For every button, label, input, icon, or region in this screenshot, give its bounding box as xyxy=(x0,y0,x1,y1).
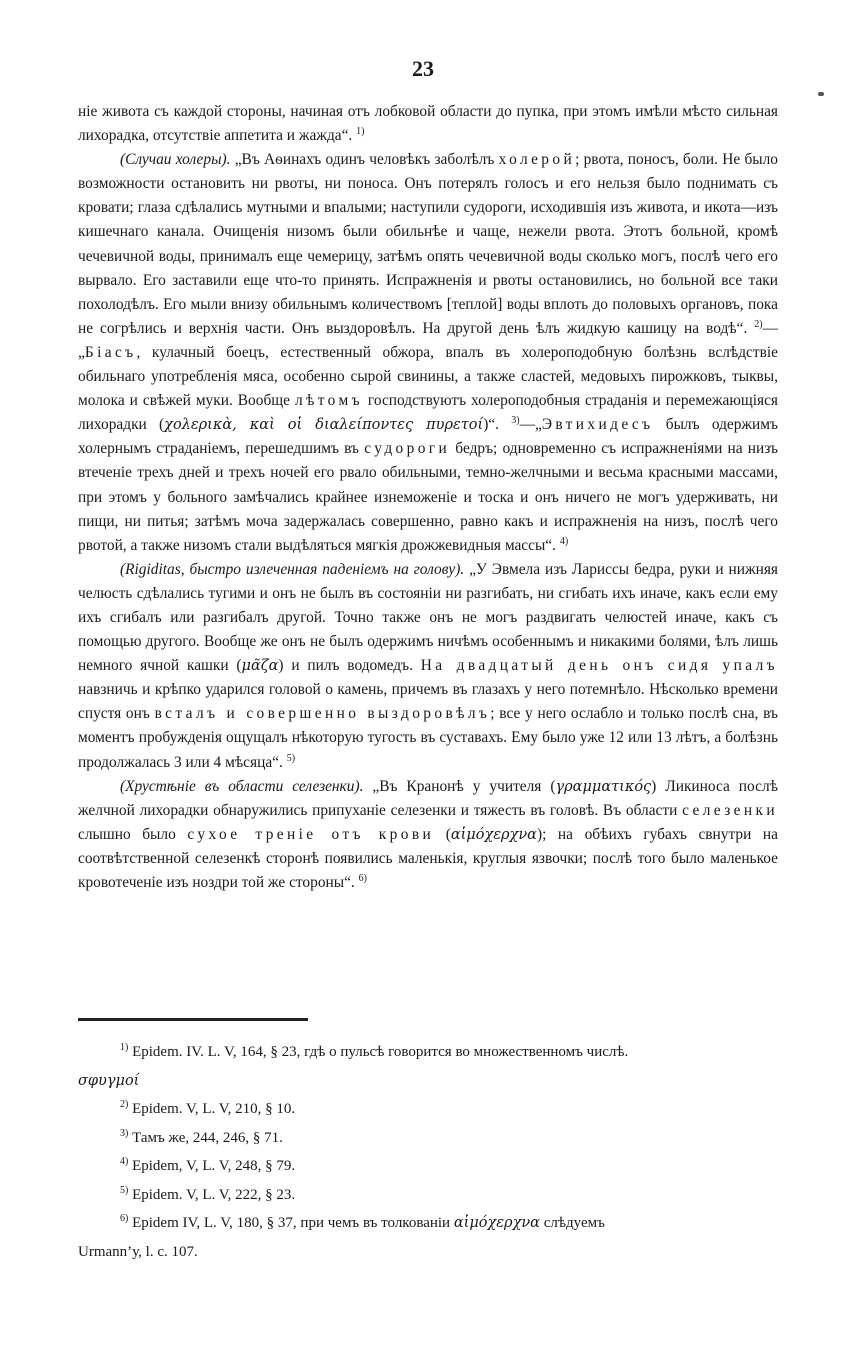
text-run: , кулачный боецъ, естественный обжора, впалъ въ холероподобную болѣзнь вслѣдствіе обильнаго употребленія мяса, особенно сырой свинины, а также сластей, медовыхъ пирожковъ, тыквы, молока и свѣжей муки. Вообще xyxy=(78,343,778,410)
text-run: ) Ликиноса послѣ желчной лихорадки обнаружились припуханіе селезенки и тяжесть въ головѣ. Въ области xyxy=(78,777,778,819)
footnote-marker: 5) xyxy=(120,1184,129,1196)
emphasis-spaced: На двадцатый день онъ сидя упалъ xyxy=(420,657,778,675)
text-run: ; рвота, поносъ, боли. Не было возможности остановить ни рвоты, ни поноса. Онъ потерялъ голосъ и его нельзя было поднимать съ кровати; глаза сдѣлались мутными и впалыми; наступили судороги, исходившія изъ живота, и икота—изъ кишечнаго канала. Очищенія низомъ были обильнѣе и чаще, нежели рвота. Этотъ больной, кромѣ чечевичной воды, принималъ еще чемерицу, затѣмъ опять чечевичной воды сколько могъ, послѣ чего его вырвало. Его заставили еще что-то принять. Испражненія и рвоты остановились, но больной все таки похолодѣлъ. Его мыли внизу обильнымъ количествомъ [теплой] воды вплоть до половыхъ органовъ, пока не согрѣлись и верхнія части. Онъ выздоровѣлъ. На другой день ѣлъ жидкую кашицу на водѣ“. xyxy=(78,151,778,337)
text-run: —„ xyxy=(78,319,778,361)
footnote-item xyxy=(78,1209,778,1238)
greek-term: χολερικὰ, καὶ οἱ διαλείποντες πυρετοί xyxy=(164,417,484,434)
footnote-marker: 1) xyxy=(120,1042,129,1053)
greek-term: αἱμόχερχνα xyxy=(453,1215,540,1231)
footnote-marker: 6) xyxy=(120,1213,129,1224)
footnote-text: Urmann’у, l. c. 107. xyxy=(78,1243,198,1260)
text-run: )“. xyxy=(483,416,499,434)
footnote-marker: 4) xyxy=(120,1156,129,1167)
footnote-ref[interactable]: 6) xyxy=(358,872,367,884)
section-heading: (Случаи холеры). xyxy=(120,151,231,169)
text-run: бедръ; одновременно съ испражненіями на низъ втеченіе трехъ дней и трехъ ночей его рвало обильными, темно-желчными и весьма красными массами, при этомъ у больного замѣчались крайнее изнеможеніе и тоска и онъ ничего не могъ удерживать, ни пищи, ни питья; затѣмъ моча задержалась совершенно, равно какъ и испражненія на низъ, послѣ чего рвотой, а также низомъ стали выдѣляться мягкія дрожжевидныя массы“. xyxy=(78,440,779,554)
text-run: былъ одержимъ холернымъ страданіемъ, перешедшимъ въ xyxy=(78,416,778,458)
text-run: „Въ Аѳинахъ одинъ человѣкъ заболѣлъ xyxy=(230,151,499,169)
paragraph-continuation xyxy=(78,100,778,148)
footnote-divider xyxy=(78,1018,308,1021)
footnote-marker: 3) xyxy=(120,1127,129,1139)
emphasis-spaced: Эвтихидесъ xyxy=(541,416,654,434)
footnote-text: Epidem. V, L. V, 210, § 10. xyxy=(132,1101,296,1117)
footnote-item xyxy=(78,1124,778,1153)
emphasis-spaced: сухое треніе отъ крови xyxy=(187,825,435,843)
text-run: господствуютъ холероподобныя страданія и перемежающіяся лихорадки ( xyxy=(78,392,778,434)
text-run: навзничь и крѣпко ударился головой о камень, причемъ въ глазахъ у него потемнѣло. Нѣсколько времени спустя онъ xyxy=(78,681,778,723)
emphasis-spaced: лѣтомъ xyxy=(294,392,363,410)
paragraph-spleen xyxy=(78,775,778,895)
footnote-text: Тамъ же, 244, 246, § 71. xyxy=(132,1129,283,1146)
footnote-marker: 2) xyxy=(120,1099,129,1110)
text-run: ніе живота съ каждой стороны, начиная отъ лобковой области до пупка, при этомъ имѣли мѣсто сильная лихорадка, отсутствіе аппетита и жажда“. xyxy=(78,103,778,145)
footnote-item xyxy=(78,1038,778,1067)
emphasis-spaced: судороги xyxy=(364,440,451,458)
footnote-ref[interactable]: 3) xyxy=(511,415,520,427)
text-run: ); на обѣихъ губахъ свнутри на соотвѣтственной селезенкѣ сторонѣ появились маленькія, круглыя язвочки; послѣ того было маленькое кровотеченіе изъ ноздри той же стороны“. xyxy=(78,825,778,891)
footnote-text: Epidem IV, L. V, 180, § 37, при чемъ въ толкованіи xyxy=(132,1215,454,1231)
emphasis-spaced: всталъ и совершенно выздоровѣлъ xyxy=(154,705,491,723)
paragraph-cholera xyxy=(78,148,778,558)
greek-term: σφυγμοί xyxy=(78,1072,140,1089)
emphasis-spaced: холерой xyxy=(498,151,576,169)
paragraph-rigiditas xyxy=(78,558,778,775)
footnote-item xyxy=(78,1152,778,1181)
footnote-continuation xyxy=(78,1067,778,1096)
greek-term: γραμματικός xyxy=(555,778,652,795)
footnote-item xyxy=(78,1095,778,1124)
text-run: ( xyxy=(434,825,451,843)
emphasis-spaced: селезенки xyxy=(682,801,778,819)
text-run: —„ xyxy=(519,416,542,434)
section-heading: (Rigiditas, быстро излеченная паденіемъ на голову). xyxy=(120,560,465,578)
greek-term: αἱμόχερχνα xyxy=(450,826,537,843)
footnotes xyxy=(78,1038,778,1266)
text-run: ; все у него ослабло и только послѣ сна, въ моментъ пробужденія ощущалъ нѣкоторую тугость въ суставахъ. Ему было уже 12 или 13 лѣтъ, а болѣзнь продолжалась 3 или 4 мѣсяца“. xyxy=(78,705,778,771)
text-run: „У Эвмела изъ Лариссы бедра, руки и нижняя челюсть сдѣлались тугими и онъ не былъ въ состояніи ни разгибать, ни сгибать ихъ иначе, какъ если ему ихъ сгибалъ или разгибалъ другой. Точно также онъ не могъ раздвигать челюстей иначе, какъ съ помощью другого. Вообще же онъ не былъ одержимъ ничѣмъ особеннымъ и никакими болями, ѣлъ лишь немного ячной кашки ( xyxy=(78,560,778,675)
greek-term: μᾶζα xyxy=(241,658,279,675)
main-text xyxy=(78,100,778,895)
section-heading: (Хрустѣніе въ области селезенки). xyxy=(120,777,364,795)
footnote-ref[interactable]: 2) xyxy=(754,318,763,330)
text-run: слышно было xyxy=(78,825,188,843)
footnote-text: Epidem. IV. L. V, 164, § 23, гдѣ о пульсѣ говорится во множественномъ числѣ. xyxy=(132,1044,629,1060)
footnote-ref[interactable]: 1) xyxy=(356,125,365,137)
footnote-continuation xyxy=(78,1238,778,1267)
footnote-item xyxy=(78,1181,778,1210)
footnote-ref[interactable]: 5) xyxy=(286,752,296,764)
text-run: „Въ Кранонѣ у учителя ( xyxy=(363,777,556,795)
footnote-text: Epidem. V, L. V, 222, § 23. xyxy=(132,1186,296,1203)
margin-mark xyxy=(818,92,824,96)
page-number: 23 xyxy=(412,56,434,81)
emphasis-spaced: Біасъ xyxy=(84,343,137,361)
footnote-text: слѣдуемъ xyxy=(539,1215,605,1231)
text-run: ) и пилъ водомедъ. xyxy=(278,657,421,675)
footnote-text: Epidem, V, L. V, 248, § 79. xyxy=(132,1158,296,1174)
footnote-ref[interactable]: 4) xyxy=(559,535,569,547)
